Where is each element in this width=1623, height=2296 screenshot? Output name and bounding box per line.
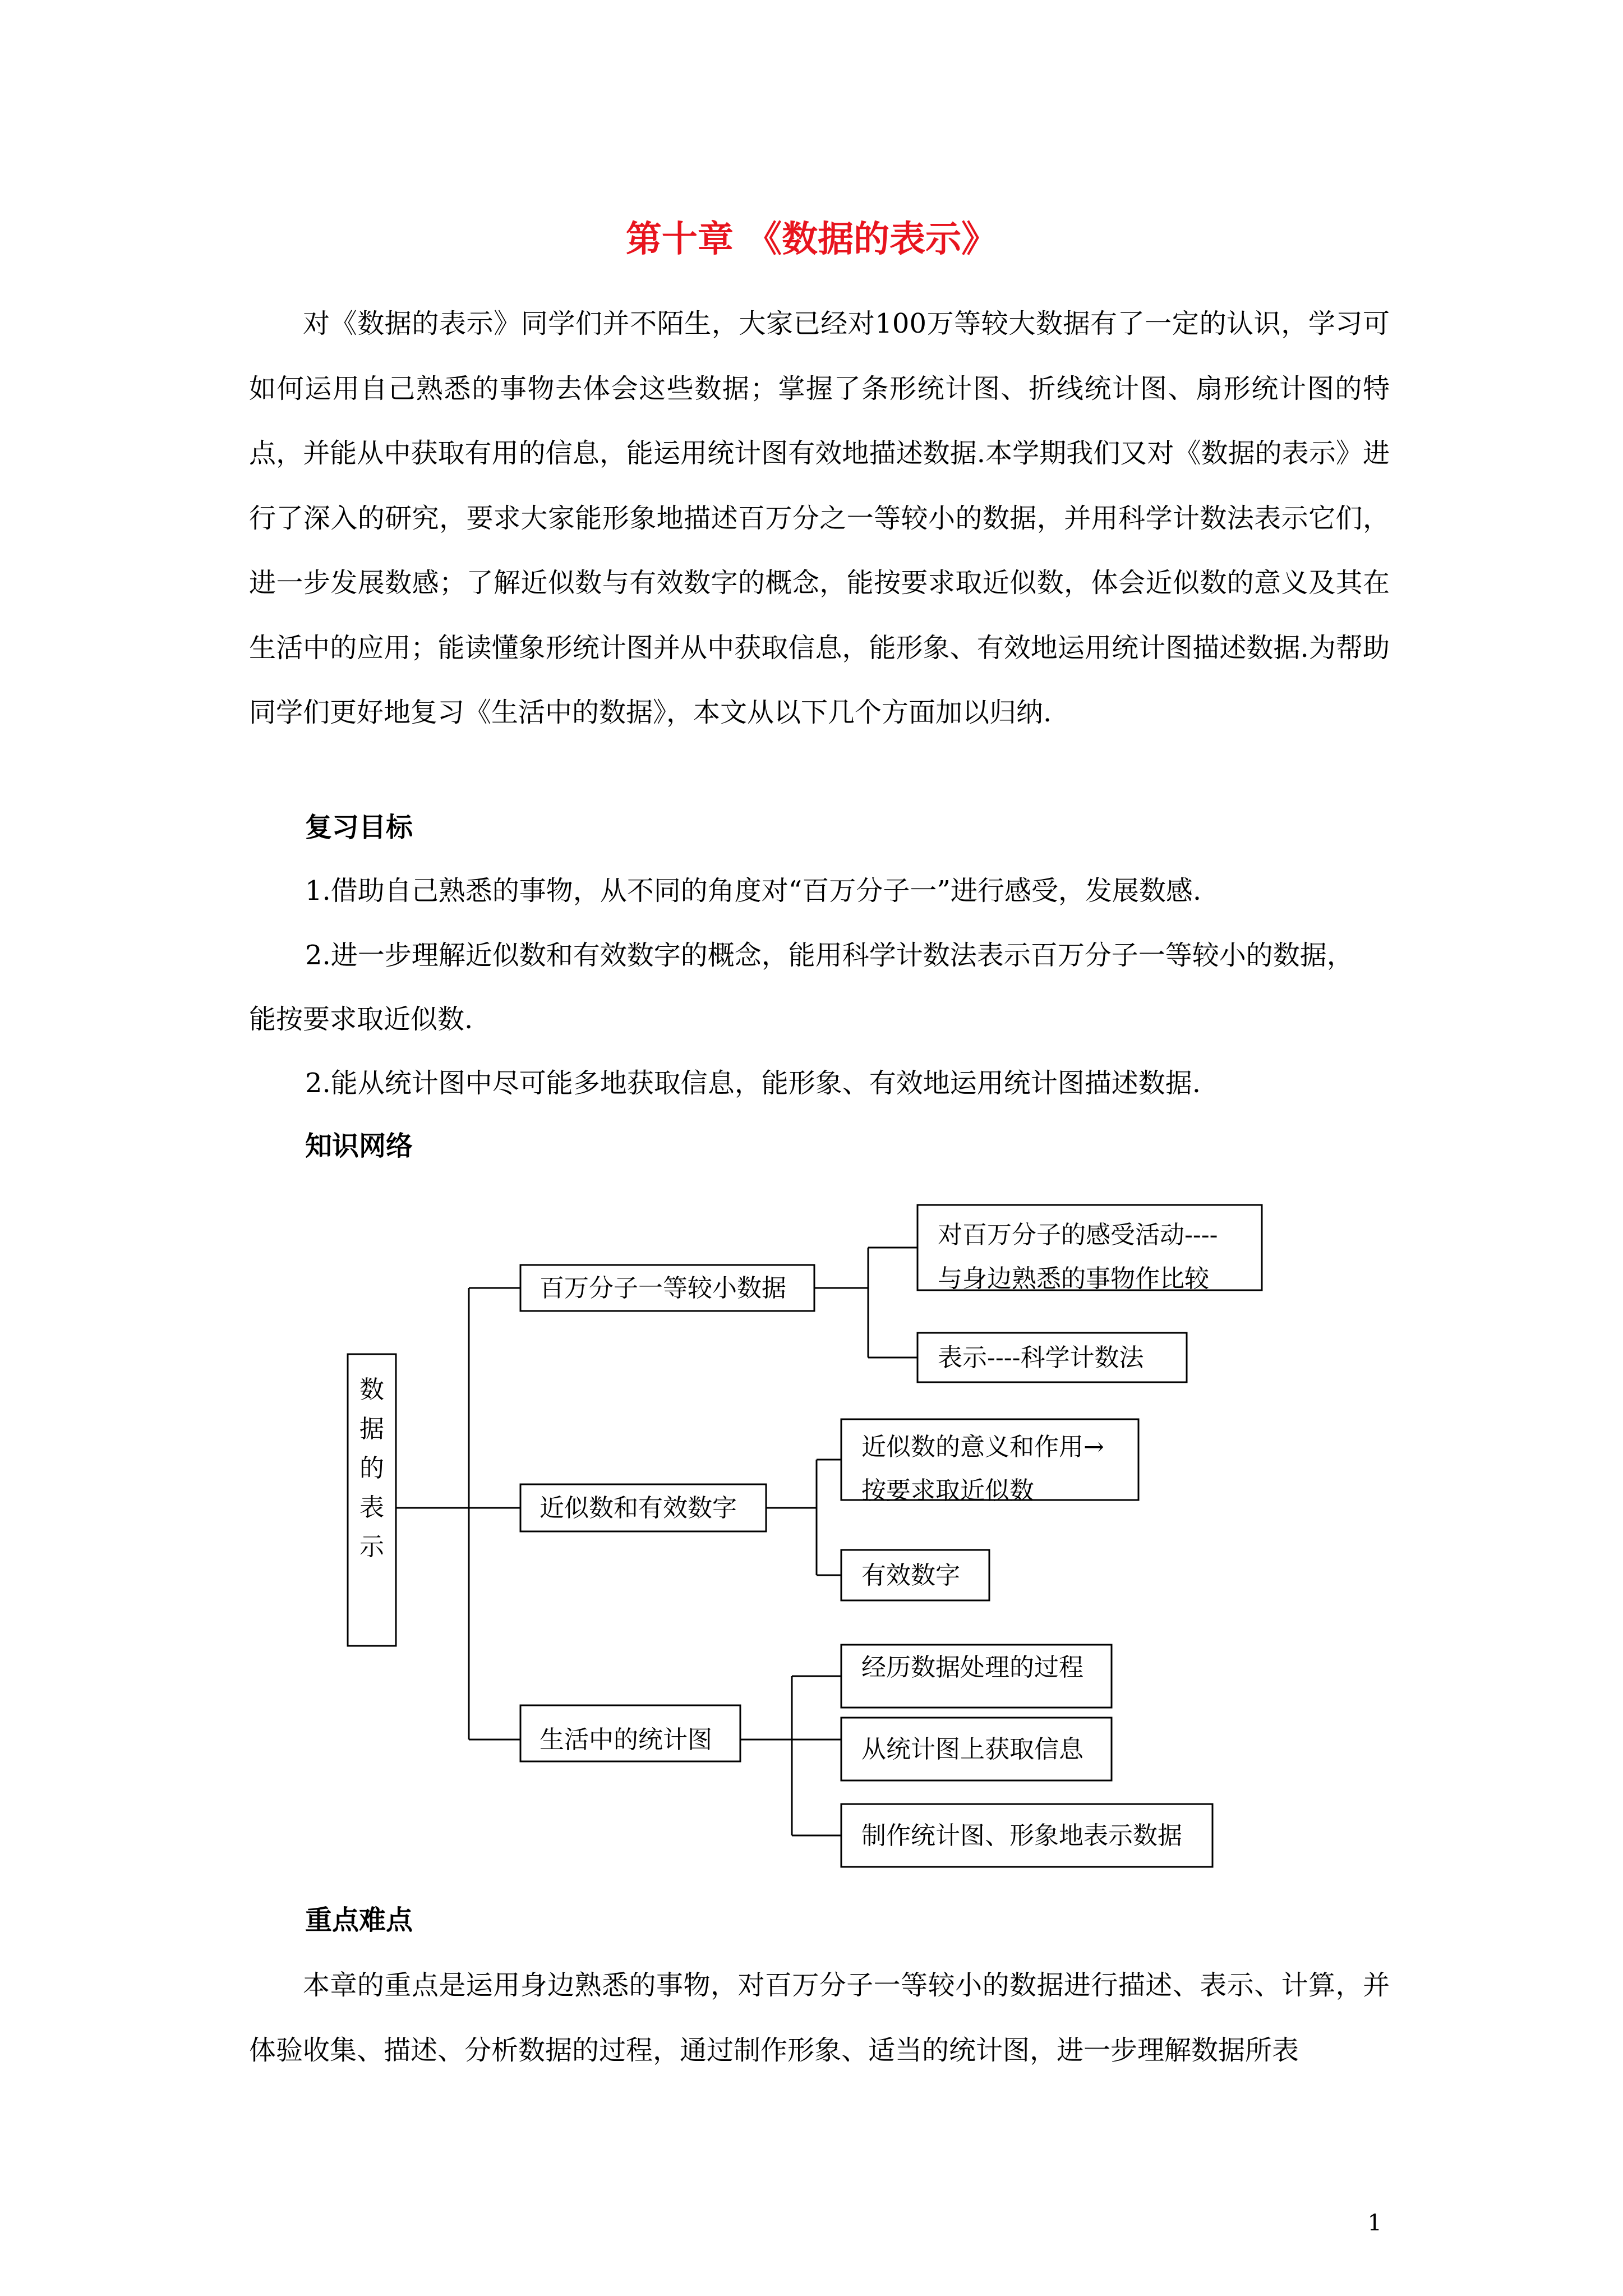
leaf-label-feel-activity-line1: 对百万分子的感受活动---- xyxy=(938,1221,1218,1249)
root-char-4: 表 xyxy=(359,1493,384,1522)
goal-item-2: 2.进一步理解近似数和有效数字的概念，能用科学计数法表示百万分子一等较小的数据， xyxy=(305,940,1354,971)
branch-label-approximation: 近似数和有效数字 xyxy=(540,1494,737,1522)
goals-heading: 复习目标 xyxy=(305,812,413,843)
goal-item-1: 1.借助自己熟悉的事物，从不同的角度对“百万分子一”进行感受，发展数感. xyxy=(305,875,1202,907)
intro-paragraph: 对《数据的表示》同学们并不陌生，大家已经对100万等较大数据有了一定的认识，学习可如何运用自己熟悉的事物去体会这些数据；掌握了条形统计图、折线统计图、扇形统计图的特点，并能从中获取有用的信息，能运用统计图有效地描述数据.本学期我们又对《数据的表示》进行了深入的研究，要求大家能形象地描述百万分之一等较小的数据，并用科学计数法表示它们，进一步发展数感；了解近似数与有效数字的概念，能按要求取近似数，体会近似数的意义及其在生活中的应用；能读懂象形统计图并从中获取信息，能形象、有效地运用统计图描述数据.为帮助同学们更好地复习《生活中的数据》，本文从以下几个方面加以归纳. xyxy=(249,308,1390,728)
root-char-1: 数 xyxy=(359,1375,384,1404)
goal-item-3: 2.能从统计图中尽可能多地获取信息，能形象、有效地运用统计图描述数据. xyxy=(305,1068,1201,1099)
root-char-5: 示 xyxy=(359,1533,384,1561)
leaf-label-approx-meaning-line1: 近似数的意义和作用→ xyxy=(861,1433,1104,1461)
root-char-2: 据 xyxy=(359,1415,384,1443)
network-heading: 知识网络 xyxy=(305,1130,413,1162)
goal-item-2-continued: 能按要求取近似数. xyxy=(249,1004,473,1035)
leaf-label-significant-figures: 有效数字 xyxy=(861,1561,960,1590)
leaf-label-approx-meaning-line2: 按要求取近似数 xyxy=(861,1476,1034,1505)
leaf-label-make-chart: 制作统计图、形象地表示数据 xyxy=(861,1821,1182,1850)
page-title: 第十章 《数据的表示》 xyxy=(625,218,998,260)
key-points-heading: 重点难点 xyxy=(305,1904,413,1936)
leaf-label-scientific-notation: 表示----科学计数法 xyxy=(938,1343,1144,1372)
leaf-label-feel-activity-line2: 与身边熟悉的事物作比较 xyxy=(938,1264,1209,1293)
branch-label-statistics-charts: 生活中的统计图 xyxy=(540,1726,712,1754)
leaf-label-get-info: 从统计图上获取信息 xyxy=(861,1735,1083,1764)
page-number: 1 xyxy=(1367,2210,1382,2236)
branch-label-small-data: 百万分子一等较小数据 xyxy=(540,1274,786,1303)
leaf-label-data-process: 经历数据处理的过程 xyxy=(861,1653,1083,1682)
key-points-paragraph: 本章的重点是运用身边熟悉的事物，对百万分子一等较小的数据进行描述、表示、计算，并体验收集、描述、分析数据的过程，通过制作形象、适当的统计图，进一步理解数据所表 xyxy=(249,1970,1390,2066)
root-char-3: 的 xyxy=(359,1454,384,1483)
